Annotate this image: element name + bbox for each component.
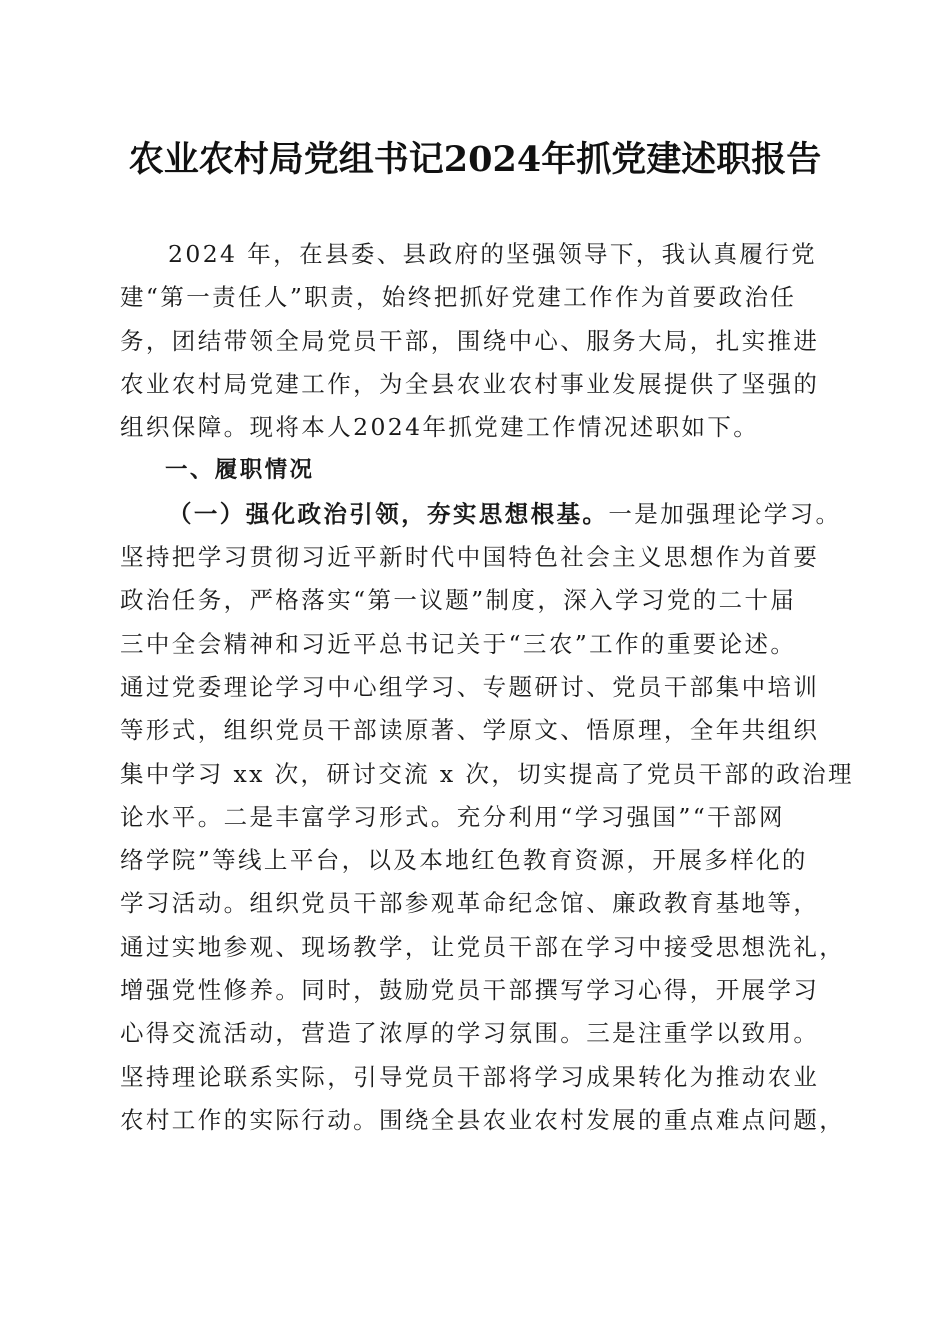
intro-line: 组织保障。现将本人2024年抓党建工作情况述职如下。 (120, 413, 760, 442)
subsection-paragraph (120, 493, 854, 1142)
subsection-line: 络学院”等线上平台，以及本地红色教育资源，开展多样化的 (120, 846, 808, 875)
intro-paragraph (120, 233, 832, 449)
section-heading: 一、履职情况 (165, 457, 315, 484)
document-title: 农业农村局党组书记2024年抓党建述职报告 (128, 139, 822, 180)
subsection-line: 通过党委理论学习中心组学习、专题研讨、党员干部集中培训 (120, 672, 820, 701)
subsection-line: 一是加强理论学习。 (608, 499, 842, 528)
subsection-line: 论水平。二是丰富学习形式。充分利用“学习强国”“干部网 (120, 802, 785, 831)
subsection-line: 坚持把学习贯彻习近平新时代中国特色社会主义思想作为首要 (120, 543, 820, 572)
intro-line: 建“第一责任人”职责，始终把抓好党建工作作为首要政治任 (120, 283, 797, 312)
intro-line: 务，团结带领全局党员干部，围绕中心、服务大局，扎实推进 (120, 326, 820, 355)
subsection-line: 三中全会精神和习近平总书记关于“三农”工作的重要论述。 (120, 629, 797, 658)
subsection-line: 通过实地参观、现场教学，让党员干部在学习中接受思想洗礼， (120, 932, 846, 961)
subsection-line: 增强党性修养。同时，鼓励党员干部撰写学习心得，开展学习 (120, 976, 820, 1005)
subsection-line: 等形式，组织党员干部读原著、学原文、悟原理，全年共组织 (120, 716, 820, 745)
subsection-line: 农村工作的实际行动。围绕全县农业农村发展的重点难点问题， (120, 1105, 846, 1134)
subsection-first-line (120, 493, 842, 536)
intro-line: 农业农村局党建工作，为全县农业农村事业发展提供了坚强的 (120, 369, 820, 398)
subsection-line: 政治任务，严格落实“第一议题”制度，深入学习党的二十届 (120, 586, 797, 615)
subsection-line: 集中学习 xx 次，研讨交流 x 次，切实提高了党员干部的政治理 (120, 759, 854, 788)
subsection-lead: （一）强化政治引领，夯实思想根基。 (168, 499, 609, 528)
subsection-line: 坚持理论联系实际，引导党员干部将学习成果转化为推动农业 (120, 1062, 820, 1091)
subsection-line: 心得交流活动，营造了浓厚的学习氛围。三是注重学以致用。 (120, 1019, 820, 1048)
intro-line: 2024 年，在县委、县政府的坚强领导下，我认真履行党 (168, 240, 818, 268)
subsection-line: 学习活动。组织党员干部参观革命纪念馆、廉政教育基地等， (120, 889, 820, 918)
document-body (120, 233, 854, 1142)
